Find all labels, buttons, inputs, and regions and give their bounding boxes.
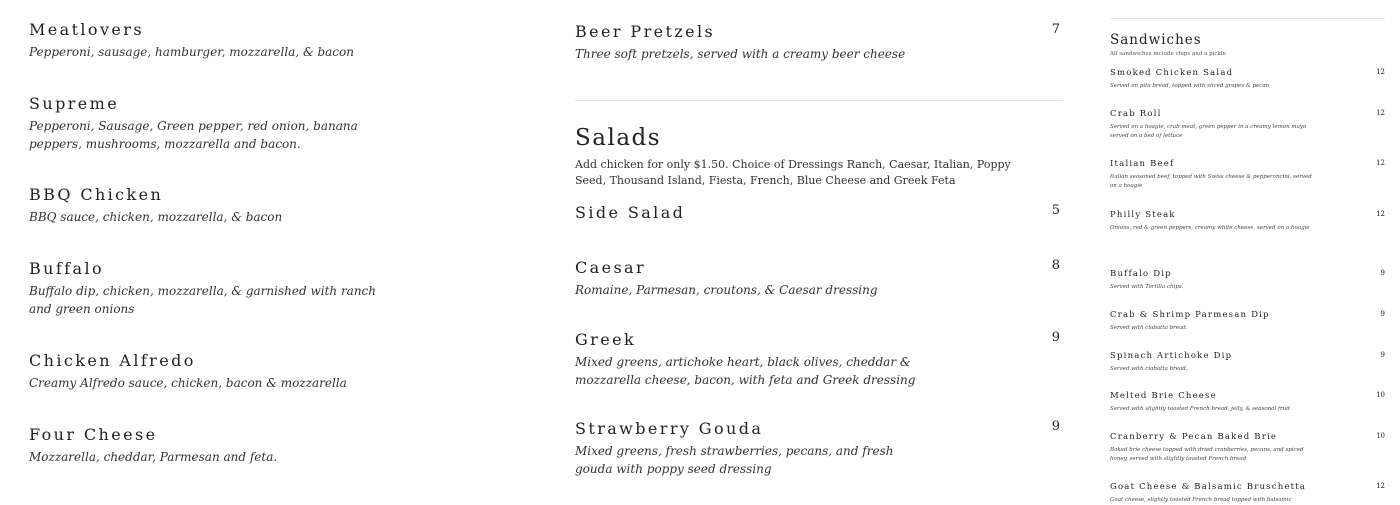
menu-item — [1110, 309, 1385, 333]
item-description: Romaine, Parmesan, croutons, & Caesar dressing — [575, 283, 878, 297]
item-name: Side Salad — [575, 203, 686, 222]
item-name: Italian Beef — [1110, 159, 1175, 169]
item-description: Italian seasoned beef, topped with Swiss cheese & pepperoncini, served on a hoagie — [1110, 174, 1312, 189]
section-note: All sandwiches include chips and a pickle — [1110, 51, 1226, 57]
item-name: Buffalo Dip — [1110, 269, 1172, 279]
item-price: 9 — [1380, 269, 1385, 277]
item-price: 12 — [1376, 109, 1385, 117]
item-description: Served on pita bread, topped with sliced grapes & pecan — [1110, 83, 1270, 89]
item-name: Spinach Artichoke Dip — [1110, 351, 1233, 361]
menu-item — [575, 330, 1063, 389]
item-description: Onions, red & green peppers, creamy white cheese, served on a hoagie — [1110, 225, 1310, 231]
menu-item — [1110, 209, 1385, 233]
item-description: Pepperoni, Sausage, Green pepper, red onion, banana peppers, mushrooms, mozzarella and bacon. — [29, 119, 358, 151]
item-price: 7 — [1051, 22, 1060, 37]
item-description: Served with ciabatta bread. — [1110, 366, 1188, 372]
item-description: Three soft pretzels, served with a creamy beer cheese — [575, 47, 906, 61]
item-name: Goat Cheese & Balsamic Bruschetta — [1110, 482, 1307, 492]
item-name: Crab Roll — [1110, 109, 1162, 119]
item-description: Buffalo dip, chicken, mozzarella, & garnished with ranch and green onions — [29, 284, 377, 316]
section-divider — [575, 100, 1063, 101]
menu-item — [1110, 481, 1385, 505]
item-name: Caesar — [575, 258, 647, 277]
item-price: 12 — [1376, 159, 1385, 167]
menu-item — [1110, 390, 1385, 414]
item-description: Mixed greens, fresh strawberries, pecans, and fresh gouda with poppy seed dressing — [575, 444, 894, 476]
section-title: Sandwiches — [1110, 32, 1202, 48]
item-price: 12 — [1376, 482, 1385, 490]
item-name: Crab & Shrimp Parmesan Dip — [1110, 310, 1270, 320]
item-price: 8 — [1051, 258, 1060, 273]
menu-item — [575, 22, 1063, 64]
menu-item — [575, 258, 1063, 300]
menu-item — [1110, 158, 1385, 191]
menu-item — [29, 20, 399, 62]
menu-item — [29, 185, 399, 227]
item-description: Mixed greens, artichoke heart, black olives, cheddar & mozzarella cheese, bacon, with feta and Greek dressing — [575, 355, 916, 387]
item-description: Baked brie cheese topped with dried cranberries, pecans, and spiced honey, served with slightly toasted French bread — [1110, 447, 1304, 462]
menu-item — [1110, 431, 1385, 464]
item-price: 10 — [1376, 391, 1385, 399]
item-name: Philly Steak — [1110, 210, 1176, 220]
item-description: Served on a hoagie, crab meat, green pepper in a creamy lemon mayo served on a bed of lettuce — [1110, 124, 1307, 139]
item-price: 10 — [1376, 432, 1385, 440]
section-note: Add chicken for only $1.50. Choice of Dressings Ranch, Caesar, Italian, Poppy Seed, Thousand Island, Fiesta, French, Blue Cheese and Greek Feta — [575, 158, 1011, 187]
item-description: Served with Tortilla chips. — [1110, 284, 1184, 290]
item-price: 9 — [1051, 330, 1060, 345]
menu-item — [1110, 350, 1385, 374]
item-name: Buffalo — [29, 259, 104, 278]
menu-item — [1110, 67, 1385, 91]
menu-item — [1110, 108, 1385, 141]
item-name: Meatlovers — [29, 20, 144, 39]
item-description: Creamy Alfredo sauce, chicken, bacon & mozzarella — [29, 376, 347, 390]
menu-item — [575, 203, 1063, 223]
item-name: Melted Brie Cheese — [1110, 391, 1217, 401]
item-description: Served with ciabatta bread. — [1110, 325, 1188, 331]
menu-item — [29, 94, 399, 153]
item-name: Greek — [575, 330, 637, 349]
item-name: Smoked Chicken Salad — [1110, 68, 1234, 78]
menu-item — [29, 425, 399, 467]
menu-item — [1110, 268, 1385, 292]
item-description: Goat cheese, slightly toasted French bread topped with balsamic — [1110, 497, 1292, 503]
item-name: Cranberry & Pecan Baked Brie — [1110, 432, 1278, 442]
item-name: Chicken Alfredo — [29, 351, 196, 370]
item-name: Strawberry Gouda — [575, 419, 764, 438]
item-description: Mozzarella, cheddar, Parmesan and feta. — [29, 450, 278, 464]
menu-item — [29, 351, 399, 393]
item-name: Four Cheese — [29, 425, 158, 444]
section-divider — [1110, 18, 1385, 19]
item-price: 5 — [1051, 203, 1060, 218]
item-price: 9 — [1380, 310, 1385, 318]
item-description: Pepperoni, sausage, hamburger, mozzarella, & bacon — [29, 45, 354, 59]
item-description: Served with slightly toasted French bread, jelly, & seasonal fruit — [1110, 406, 1291, 412]
item-price: 12 — [1376, 68, 1385, 76]
item-price: 9 — [1380, 351, 1385, 359]
menu-item — [29, 259, 399, 318]
item-name: BBQ Chicken — [29, 185, 164, 204]
item-price: 12 — [1376, 210, 1385, 218]
item-price: 9 — [1051, 419, 1060, 434]
item-name: Beer Pretzels — [575, 22, 716, 41]
section-title: Salads — [575, 125, 662, 151]
item-description: BBQ sauce, chicken, mozzarella, & bacon — [29, 210, 283, 224]
menu-item — [575, 419, 1063, 478]
item-name: Supreme — [29, 94, 120, 113]
